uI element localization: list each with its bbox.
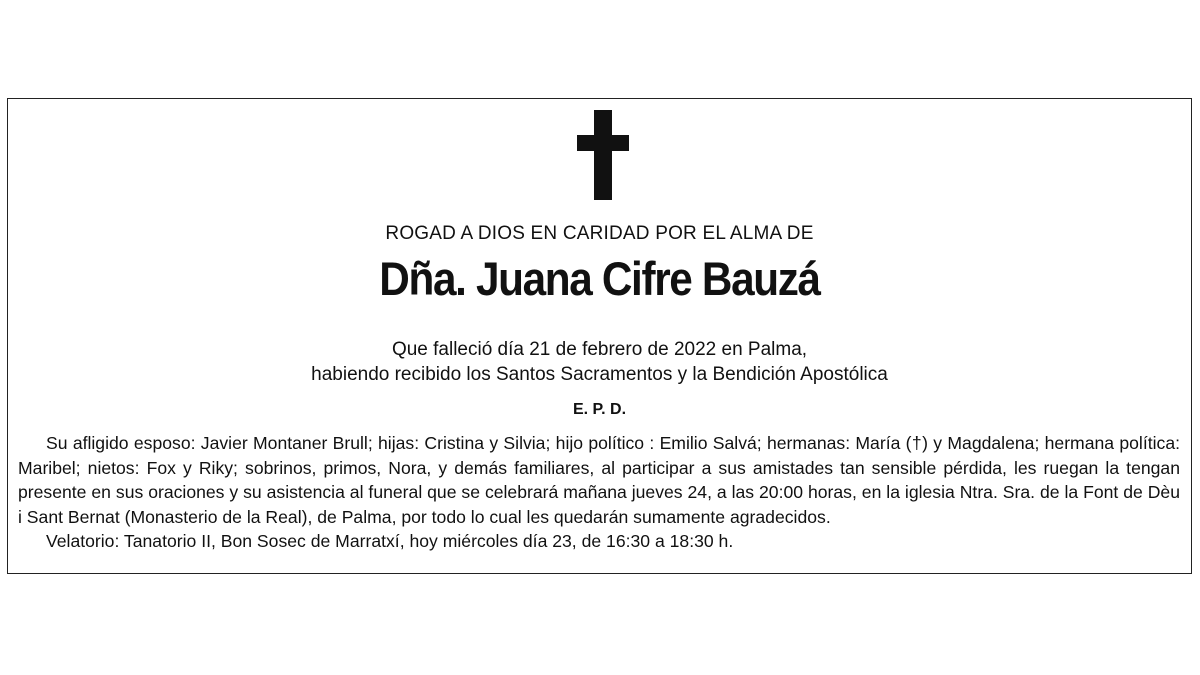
wake-paragraph: Velatorio: Tanatorio II, Bon Sosec de Marratxí, hoy miércoles día 23, de 16:30 a 18:30 h. [46,531,734,551]
death-details [8,337,1191,387]
cross-horizontal-bar [577,135,629,151]
death-line-1: Que falleció día 21 de febrero de 2022 en Palma, [391,339,808,360]
family-paragraph: Su afligido esposo: Javier Montaner Brull; hijas: Cristina y Silvia; hijo político : Emilio Salvá; hermanas: María (†) y Magdalena; hermana política: Maribel; nietos: Fox y Riky; sobrinos, primos, Nora, y demás familiares, al participar a sus amistades tan sensible pérdida, les ruegan la tengan presente en sus oraciones y su asistencia al funeral que se celebrará mañana jueves 24, a las 20:00 horas, en la iglesia Ntra. Sra. de la Font de Dèu i Sant Bernat (Monasterio de la Real), de Palma, por todo lo cual les quedarán sumamente agradecidos. [18,433,1180,527]
death-line-2: habiendo recibido los Santos Sacramentos y la Bendición Apostólica [311,364,888,385]
obituary-notice [7,98,1192,574]
cross-vertical-bar [594,110,612,200]
deceased-name: Dña. Juana Cifre Bauzá [379,252,820,305]
intro-line: ROGAD A DIOS EN CARIDAD POR EL ALMA DE [385,223,814,244]
latin-cross-icon [577,110,629,200]
epd-label: E. P. D. [572,401,627,418]
notice-body [18,431,1180,554]
